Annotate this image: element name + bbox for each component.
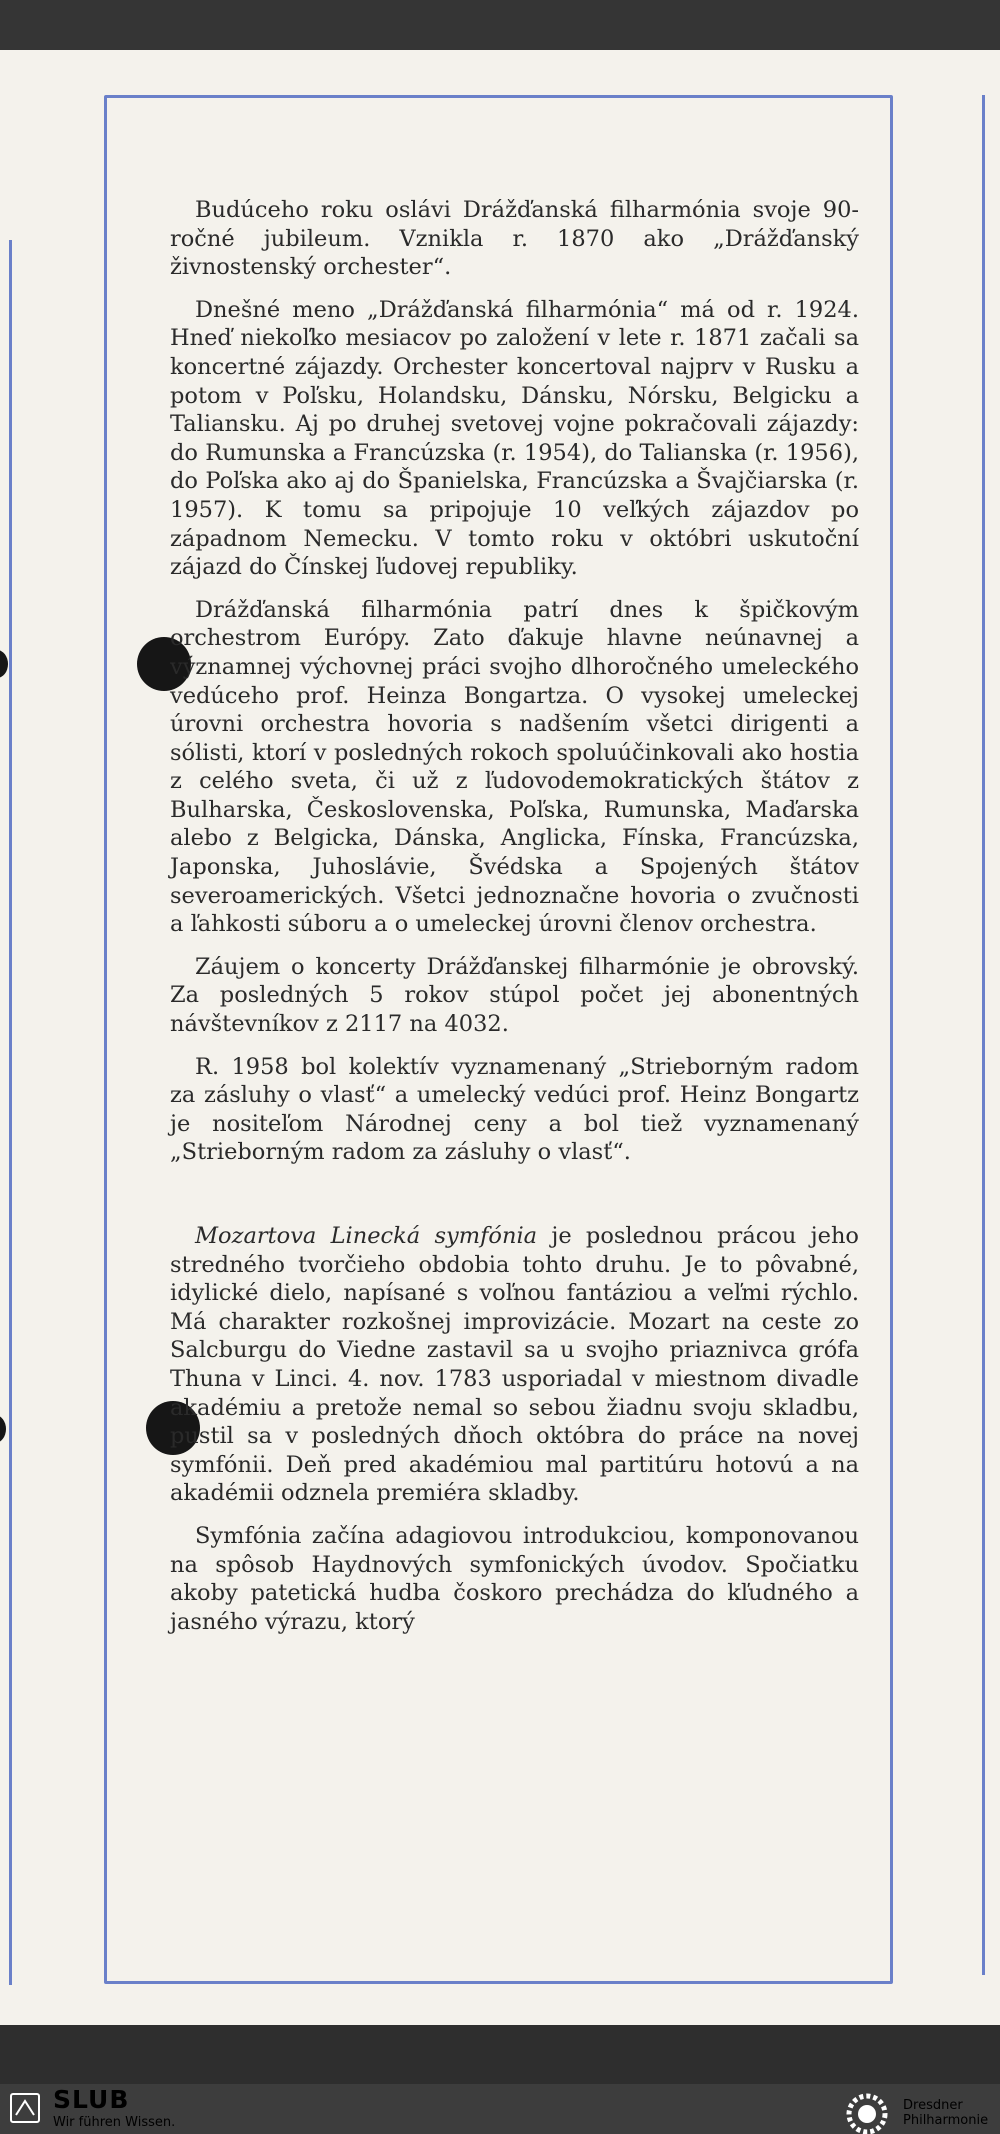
left-page-frame-edge — [9, 240, 12, 1985]
paragraph-jubilee: Budúceho roku oslávi Drážďanská filharmónia svoje 90-ročné jubileum. Vznikla r. 1870 ako „Drážďanský živnostenský orchester“. — [170, 197, 859, 281]
top-scan-border — [0, 0, 1000, 50]
slub-title: SLUB — [53, 2085, 130, 2114]
mozart-work-title: Mozartova Linecká symfónia — [195, 1223, 538, 1249]
dresdner-philharmonie-logo-icon — [842, 2089, 892, 2134]
paragraph-reputation: Drážďanská filharmónia patrí dnes k špičkovým orchestrom Európy. Zato ďakuje hlavne neúnavnej a významnej výchovnej práci svojho dlhoročného umeleckého vedúceho prof. Heinza Bongartza. O vysokej umeleckej úrovni orchestra hovoria s nadšením všetci dirigenti a sólisti, ktorí v posledných rokoch spoluúčinkovali ako hostia z celého sveta, či už z ľudovodemokratických štátov z Bulharska, Československa, Poľska, Rumunska, Maďarska alebo z Belgicka, Dánska, Anglicka, Fínska, Francúzska, Japonska, Juhoslávie, Švédska a Spojených štátov severoamerických. Všetci jednoznačne hovoria o zvučnosti a ľahkosti súboru a o umeleckej úrovni členov orchestra. — [170, 596, 859, 938]
bottom-scan-border — [0, 2025, 1000, 2084]
paragraph-awards: R. 1958 bol kolektív vyznamenaný „Strieborným radom za zásluhy o vlasť“ a umelecký vedúci prof. Heinz Bongartz je nositeľom Národnej ceny a bol tiež vyznamenaný „Strieborným radom za zásluhy o vlasť“. — [170, 1053, 859, 1166]
paragraph-symphony: Symfónia začína adagiovou introdukciou, komponovanou na spôsob Haydnových symfonických úvodov. Spočiatku akoby patetická hudba čoskoro prechádza do kľudného a jasného výrazu, ktorý — [170, 1522, 859, 1635]
slub-subtitle: Wir führen Wissen. — [53, 2115, 176, 2130]
paragraph-audience: Záujem o koncerty Drážďanskej filharmónie je obrovský. Za posledných 5 rokov stúpol počet jej abonentných návštevníkov z 2117 na 4032. — [170, 953, 859, 1038]
partner-name-line1: Dresdner — [903, 2098, 963, 2113]
mozart-paragraph-text: je poslednou prácou jeho stredného tvorčieho obdobia tohto druhu. Je to pôvabné, idylické dielo, napísané s voľnou fantáziou a veľmi rýchlo. Má charakter rozkošnej improvizácie. Mozart na ceste zo Salcburgu do Viedne zastavil sa u svojho priaznivca grófa Thuna v Linci. 4. nov. 1783 usporiadal v miestnom divadle akadémiu a pretože nemal so sebou žiadnu svoju skladbu, pustil sa v posledných dňoch októbra do práce na novej symfónii. Deň pred akadémiou mal partitúru hotovú a na akadémii odznela premiéra skladby. — [170, 1223, 859, 1507]
paragraph-history: Dnešné meno „Drážďanská filharmónia“ má od r. 1924. Hneď niekoľko mesiacov po založení v lete r. 1871 začali sa koncertné zájazdy. Orchester koncertoval najprv v Rusku a potom v Poľsku, Holandsku, Dánsku, Nórsku, Belgicku a Taliansku. Aj po druhej svetovej vojne pokračovali zájazdy: do Rumunska a Francúzska (r. 1954), do Talianska (r. 1956), do Poľska ako aj do Španielska, Francúzska a Švajčiarska (r. 1957). K tomu sa pripojuje 10 veľkých zájazdov po západnom Nemecku. V tomto roku v októbri uskutoční zájazd do Čínskej ľudovej republiky. — [170, 296, 859, 581]
slub-logo-icon — [10, 2093, 40, 2123]
partner-name-line2: Philharmonie — [903, 2113, 989, 2128]
article-text — [170, 196, 859, 1650]
right-page-frame-edge — [982, 95, 985, 1975]
paragraph-mozart — [170, 1222, 859, 1508]
